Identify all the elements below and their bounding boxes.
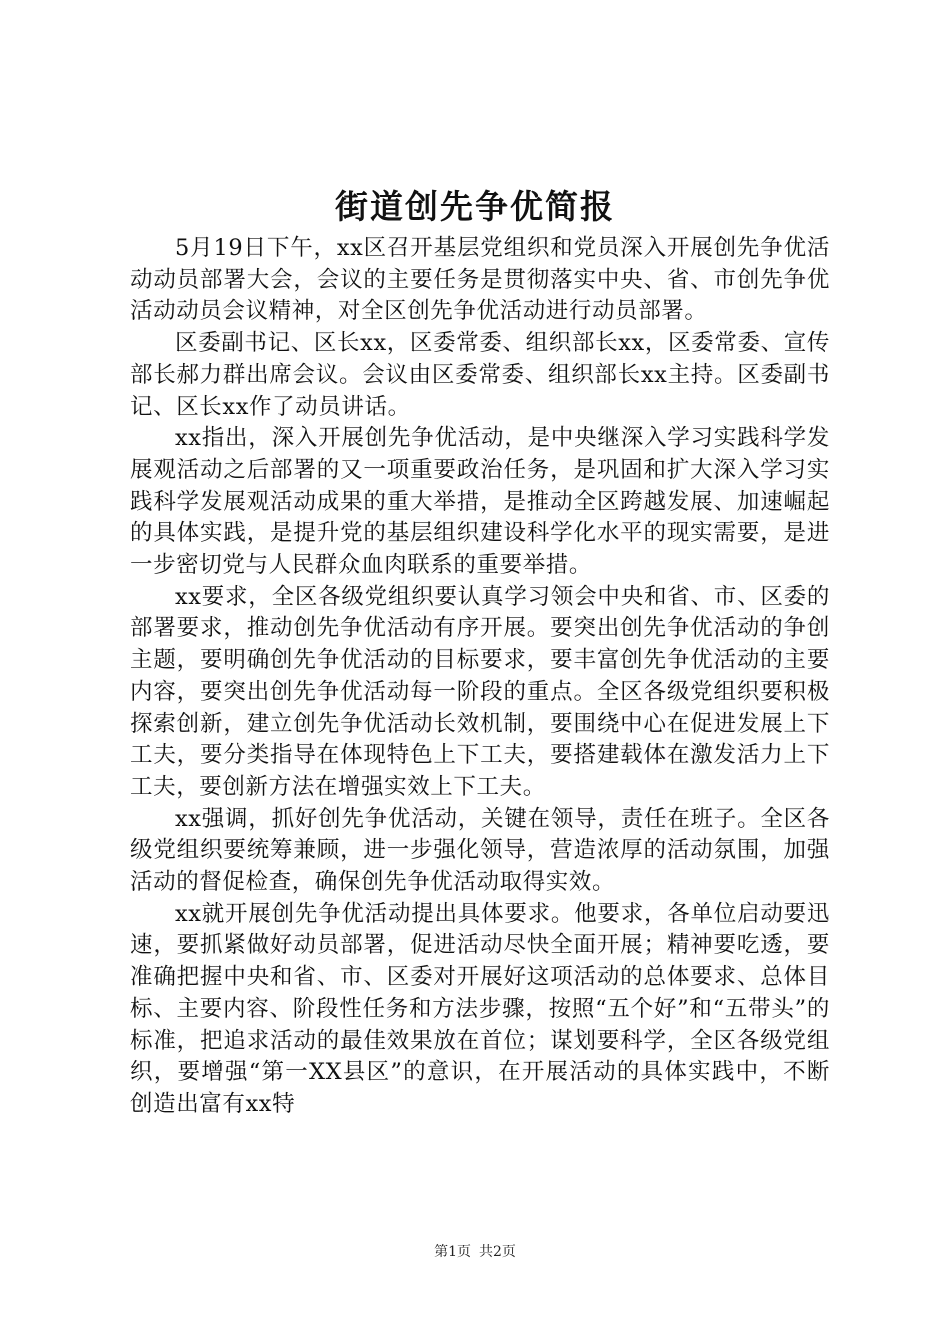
- paragraph: 5月19日下午，xx区召开基层党组织和党员深入开展创先争优活动动员部署大会，会议的主要任务是贯彻落实中央、省、市创先争优活动动员会议精神，对全区创先争优活动进行动员部署。: [130, 235, 830, 325]
- page-number: 第1页: [434, 1244, 471, 1260]
- document-title: 街道创先争优简报: [335, 187, 615, 226]
- paragraph: 区委副书记、区长xx，区委常委、组织部长xx，区委常委、宣传部长郝力群出席会议。会议由区委常委、组织部长xx主持。区委副书记、区长xx作了动员讲话。: [130, 330, 830, 420]
- paragraph: xx指出，深入开展创先争优活动，是中央继深入学习实践科学发展观活动之后部署的又一项重要政治任务，是巩固和扩大深入学习实践科学发展观活动成果的重大举措，是推动全区跨越发展、加速崛起的具体实践，是提升党的基层组织建设科学化水平的现实需要，是进一步密切党与人民群众血肉联系的重要举措。: [130, 425, 830, 579]
- page-total: 共2页: [479, 1244, 516, 1260]
- paragraph: xx要求，全区各级党组织要认真学习领会中央和省、市、区委的部署要求，推动创先争优活动有序开展。要突出创先争优活动的争创主题，要明确创先争优活动的目标要求，要丰富创先争优活动的主要内容，要突出创先争优活动每一阶段的重点。全区各级党组织要积极探索创新，建立创先争优活动长效机制，要围绕中心在促进发展上下工夫，要分类指导在体现特色上下工夫，要搭建载体在激发活力上下工夫，要创新方法在增强实效上下工夫。: [130, 583, 830, 800]
- paragraph: xx强调，抓好创先争优活动，关键在领导，责任在班子。全区各级党组织要统筹兼顾，进一步强化领导，营造浓厚的活动氛围，加强活动的督促检查，确保创先争优活动取得实效。: [130, 805, 830, 896]
- paragraph: xx就开展创先争优活动提出具体要求。他要求，各单位启动要迅速，要抓紧做好动员部署，促进活动尽快全面开展；精神要吃透，要准确把握中央和省、市、区委对开展好这项活动的总体要求、总体目标、主要内容、阶段性任务和方法步骤，按照“五个好”和“五带头”的标准，把追求活动的最佳效果放在首位；谋划要科学，全区各级党组织，要增强“第一XX县区”的意识，在开展活动的具体实践中，不断创造出富有xx特: [130, 900, 830, 1117]
- document-body: [130, 233, 830, 1121]
- page-footer: [0, 1242, 950, 1262]
